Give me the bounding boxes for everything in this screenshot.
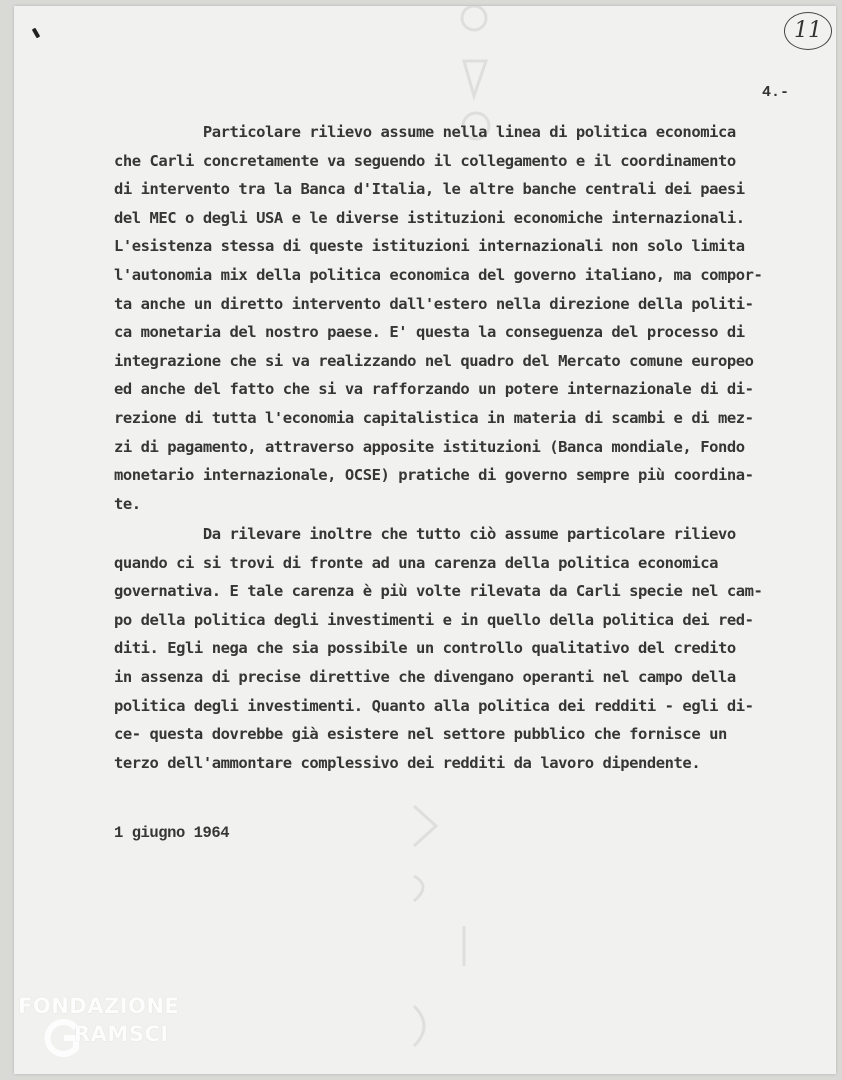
paragraph-1 (114, 118, 834, 518)
text-line: ca monetaria del nostro paese. E' questa la conseguenza del processo di (114, 323, 745, 342)
page-number: 4.- (762, 84, 790, 101)
text-line: L'esistenza stessa di queste istituzioni internazionali non solo limita (114, 237, 745, 256)
text-line: quando ci si trovi di fronte ad una carenza della politica economica (114, 553, 718, 572)
text-line: te. (114, 494, 141, 513)
text-line: Da rilevare inoltre che tutto ciò assume particolare rilievo (114, 525, 736, 543)
logo-line-1: FONDAZIONE (18, 994, 180, 1018)
paragraph-2 (114, 520, 834, 777)
text-line: del MEC o degli USA e le diverse istituzioni economiche internazionali. (114, 208, 745, 227)
text-line: ta anche un diretto intervento dall'estero nella direzione della politi- (114, 294, 754, 313)
text-line: ed anche del fatto che si va rafforzando un potere internazionale di di- (114, 380, 754, 399)
text-line: diti. Egli nega che sia possibile un controllo qualitativo del credito (114, 639, 736, 658)
text-line: politica degli investimenti. Quanto alla politica dei redditi - egli di- (114, 696, 754, 715)
text-line: l'autonomia mix della politica economica del governo italiano, ma compor- (114, 265, 763, 284)
text-line: ce- questa dovrebbe già esistere nel settore pubblico che fornisce un (114, 725, 727, 744)
text-line: integrazione che si va realizzando nel quadro del Mercato comune europeo (114, 351, 754, 370)
text-line: di intervento tra la Banca d'Italia, le altre banche centrali dei paesi (114, 180, 745, 199)
text-line: monetario internazionale, OCSE) pratiche di governo sempre più coordina- (114, 466, 754, 485)
text-line: po della politica degli investimenti e in quello della politica dei red- (114, 610, 754, 629)
ink-mark (32, 28, 40, 39)
document-date: 1 giugno 1964 (114, 824, 230, 842)
text-line: Particolare rilievo assume nella linea di politica economica (114, 123, 736, 141)
text-line: in assenza di precise direttive che divengano operanti nel campo della (114, 667, 736, 686)
fondazione-gramsci-logo (14, 990, 224, 1070)
text-line: terzo dell'ammontare complessivo dei redditi da lavoro dipendente. (114, 753, 701, 772)
text-line: rezione di tutta l'economia capitalistica in materia di scambi e di mez- (114, 408, 754, 427)
logo-line-2: RAMSCI (74, 1022, 169, 1046)
document-page (14, 6, 836, 1074)
text-line: governativa. E tale carenza è più volte rilevata da Carli specie nel cam- (114, 582, 763, 601)
folio-number: 11 (784, 12, 832, 50)
text-line: che Carli concretamente va seguendo il collegamento e il coordinamento (114, 151, 736, 170)
text-line: zi di pagamento, attraverso apposite istituzioni (Banca mondiale, Fondo (114, 437, 745, 456)
